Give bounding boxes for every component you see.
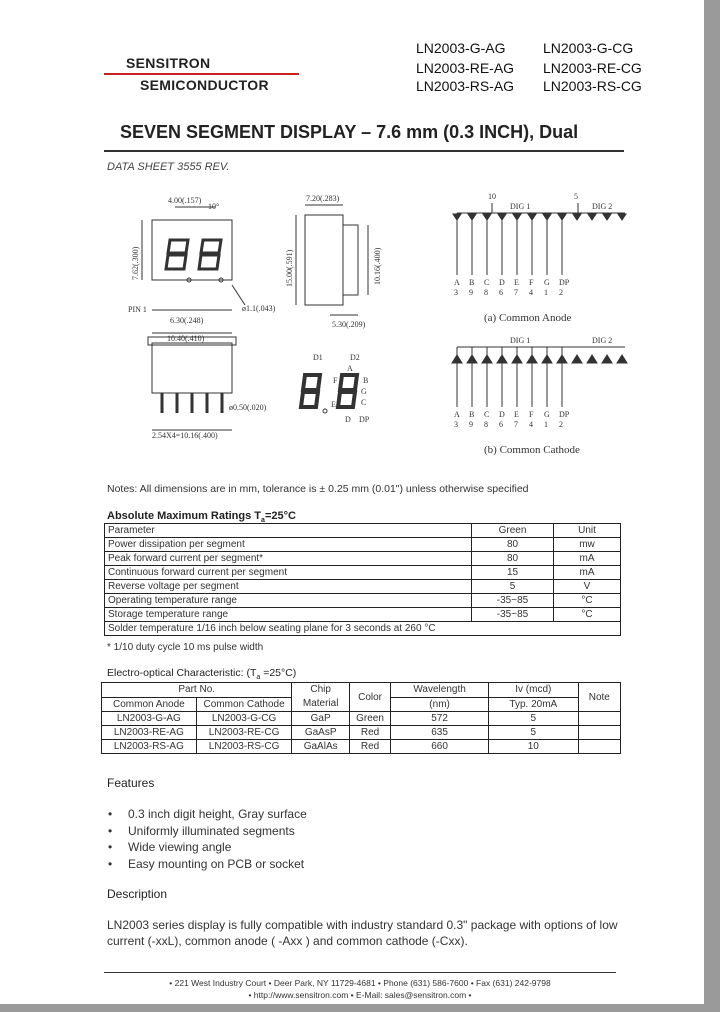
table-cell xyxy=(578,712,620,726)
pin-number: 2 xyxy=(559,288,563,297)
col-part-no: Part No. xyxy=(102,683,292,698)
table-cell: LN2003-RE-AG xyxy=(102,726,197,740)
pin-letter: G xyxy=(544,410,550,419)
list-item: • Wide viewing angle xyxy=(108,839,307,856)
part-number: LN2003-RE-AG xyxy=(416,60,515,76)
table-cell: V xyxy=(554,580,621,594)
dim-side-h2: 10.16(.400) xyxy=(373,247,382,285)
dim-pitch: 6.30(.248) xyxy=(170,316,204,325)
anode-pin-labels xyxy=(454,278,570,297)
seg-label-b: B xyxy=(363,376,369,385)
pin5-label: 5 xyxy=(574,192,578,201)
electro-heading-text: Electro-optical Characteristic: (T xyxy=(107,667,257,679)
pin-letter: A xyxy=(454,410,460,419)
table-cell: 80 xyxy=(472,538,554,552)
col-iv-condition: Typ. 20mA xyxy=(488,697,578,712)
dim-bottom-top: 10.40(.410) xyxy=(167,334,205,343)
col-unit: Unit xyxy=(554,524,621,538)
table-row xyxy=(105,608,621,622)
col-chip-line2: Material xyxy=(302,698,339,709)
list-item: • Easy mounting on PCB or socket xyxy=(108,856,307,873)
footnote: * 1/10 duty cycle 10 ms pulse width xyxy=(107,642,264,653)
table-cell xyxy=(578,726,620,740)
common-cathode-circuit xyxy=(452,347,627,407)
table-row xyxy=(102,740,621,754)
table-cell: LN2003-G-AG xyxy=(102,712,197,726)
dim-side-h: 15.00(.591) xyxy=(285,249,294,287)
col-green: Green xyxy=(472,524,554,538)
abs-max-heading-tail: =25°C xyxy=(264,510,296,522)
table-cell: Storage temperature range xyxy=(105,608,472,622)
pin-letter: E xyxy=(514,410,519,419)
dig1-label-c: DIG 1 xyxy=(510,336,531,345)
dim-pin: ø0.50(.020) xyxy=(229,403,267,412)
table-cell: 572 xyxy=(391,712,489,726)
table-cell: mw xyxy=(554,538,621,552)
footer-contact: • http://www.sensitron.com • E-Mail: sales@sensitron.com • xyxy=(248,990,472,1000)
description-heading: Description xyxy=(107,887,168,901)
pin-number: 6 xyxy=(499,288,503,297)
features-list xyxy=(108,806,307,872)
table-cell: GaAlAs xyxy=(292,740,349,754)
table-cell: -35~85 xyxy=(472,608,554,622)
part-number: LN2003-RE-CG xyxy=(543,60,642,76)
seg-label-f: F xyxy=(333,376,338,385)
segment-digit-2 xyxy=(338,375,357,407)
part-number: LN2003-G-CG xyxy=(543,40,634,56)
pin-number: 9 xyxy=(469,420,473,429)
side-view-body xyxy=(305,215,343,305)
table-cell: Peak forward current per segment* xyxy=(105,552,472,566)
title-divider xyxy=(104,150,624,152)
abs-max-heading-text: Absolute Maximum Ratings T xyxy=(107,510,262,522)
col-wavelength: Wavelength xyxy=(391,683,489,698)
pin-letter: B xyxy=(469,278,475,287)
cathode-pin-labels xyxy=(454,410,570,429)
pin-letter: C xyxy=(484,278,490,287)
pin-row xyxy=(162,393,222,413)
pin-letter: C xyxy=(484,410,490,419)
table-cell: Red xyxy=(349,726,390,740)
electro-table xyxy=(101,682,621,754)
digit-1-outline xyxy=(166,240,188,269)
seg-label-a: A xyxy=(347,364,353,373)
common-anode-circuit xyxy=(453,203,626,275)
col-common-anode: Common Anode xyxy=(102,697,197,712)
pin-number: 8 xyxy=(484,288,488,297)
pin-letter: D xyxy=(499,278,505,287)
features-heading: Features xyxy=(107,776,155,790)
brand-underline xyxy=(104,73,299,75)
table-row xyxy=(102,712,621,726)
part-number: LN2003-RS-AG xyxy=(416,78,515,94)
table-cell: 635 xyxy=(391,726,489,740)
col-iv: Iv (mcd) xyxy=(488,683,578,698)
pin-number: 4 xyxy=(529,420,533,429)
solder-note: Solder temperature 1/16 inch below seating plane for 3 seconds at 260 °C xyxy=(105,622,621,636)
table-cell: 5 xyxy=(488,726,578,740)
d1-label: D1 xyxy=(313,353,323,362)
bottom-view-body xyxy=(152,343,232,393)
dig2-label-c: DIG 2 xyxy=(592,336,613,345)
list-item: • 0.3 inch digit height, Gray surface xyxy=(108,806,307,823)
table-cell: 5 xyxy=(472,580,554,594)
table-cell: °C xyxy=(554,608,621,622)
col-color: Color xyxy=(349,683,390,712)
table-cell: -35~85 xyxy=(472,594,554,608)
seg-label-d: D xyxy=(345,415,351,424)
table-cell: LN2003-RS-CG xyxy=(196,740,292,754)
col-parameter: Parameter xyxy=(105,524,472,538)
col-note: Note xyxy=(578,683,620,712)
table-cell: mA xyxy=(554,566,621,580)
col-wavelength-unit: (nm) xyxy=(391,697,489,712)
pin-letter: A xyxy=(454,278,460,287)
table-cell: 15 xyxy=(472,566,554,580)
dim-bottom: 2.54X4=10.16(.400) xyxy=(152,431,218,440)
dig1-label-a: DIG 1 xyxy=(510,202,531,211)
table-cell: GaP xyxy=(292,712,349,726)
dp-dia-label: ø1.1(.043) xyxy=(242,304,276,313)
table-row xyxy=(105,622,621,636)
segment-digit-1 xyxy=(301,375,320,407)
pin-number: 1 xyxy=(544,420,548,429)
table-cell: Reverse voltage per segment xyxy=(105,580,472,594)
col-common-cathode: Common Cathode xyxy=(196,697,292,712)
cathode-caption: (b) Common Cathode xyxy=(484,444,580,456)
table-cell: 660 xyxy=(391,740,489,754)
digit-2-outline xyxy=(199,240,221,269)
footer-divider xyxy=(104,972,616,973)
table-header-row xyxy=(105,524,621,538)
dim-angle: 10° xyxy=(208,202,220,211)
seg-label-dp: DP xyxy=(359,415,370,424)
pin-number: 9 xyxy=(469,288,473,297)
brand-subtitle: SEMICONDUCTOR xyxy=(140,77,269,93)
electro-heading xyxy=(107,667,296,681)
dig2-label-a: DIG 2 xyxy=(592,202,613,211)
seg-label-c: C xyxy=(361,398,367,407)
list-item: • Uniformly illuminated segments xyxy=(108,823,307,840)
table-cell: °C xyxy=(554,594,621,608)
pin-letter: F xyxy=(529,278,534,287)
pin-number: 7 xyxy=(514,288,518,297)
pin-letter: D xyxy=(499,410,505,419)
table-cell: Green xyxy=(349,712,390,726)
pin-number: 3 xyxy=(454,420,458,429)
pin-number: 3 xyxy=(454,288,458,297)
abs-max-table xyxy=(104,523,621,636)
dimension-notes: Notes: All dimensions are in mm, tolerance is ± 0.25 mm (0.01") unless otherwise specified xyxy=(107,483,529,495)
dim-side-top: 7.20(.283) xyxy=(306,194,340,203)
table-row xyxy=(102,726,621,740)
table-cell: Operating temperature range xyxy=(105,594,472,608)
table-cell: 10 xyxy=(488,740,578,754)
table-row xyxy=(105,580,621,594)
datasheet-revision: DATA SHEET 3555 REV. xyxy=(107,161,230,173)
pin-number: 2 xyxy=(559,420,563,429)
table-cell: GaAsP xyxy=(292,726,349,740)
dim-top: 4.00(.157) xyxy=(168,196,202,205)
table-cell: 5 xyxy=(488,712,578,726)
table-row xyxy=(105,566,621,580)
pin-number: 8 xyxy=(484,420,488,429)
table-row xyxy=(105,594,621,608)
pin10-label: 10 xyxy=(488,192,496,201)
part-number: LN2003-G-AG xyxy=(416,40,506,56)
table-cell: Power dissipation per segment xyxy=(105,538,472,552)
electro-heading-tail: =25°C) xyxy=(260,667,297,679)
anode-caption: (a) Common Anode xyxy=(484,312,572,324)
footer-address: • 221 West Industry Court • Deer Park, NY 11729-4681 • Phone (631) 586-7600 • Fax (631) 242-9798 xyxy=(169,978,551,988)
pin-number: 1 xyxy=(544,288,548,297)
mechanical-drawing xyxy=(100,185,630,465)
pin-letter: B xyxy=(469,410,475,419)
page-title: SEVEN SEGMENT DISPLAY – 7.6 mm (0.3 INCH), Dual xyxy=(120,122,579,142)
pin-letter: DP xyxy=(559,278,570,287)
dim-side-bottom: 5.30(.209) xyxy=(332,320,366,329)
table-cell: Red xyxy=(349,740,390,754)
table-cell: 80 xyxy=(472,552,554,566)
pin-letter: E xyxy=(514,278,519,287)
table-cell: mA xyxy=(554,552,621,566)
seg-label-g: G xyxy=(361,387,367,396)
table-cell xyxy=(578,740,620,754)
pin-number: 4 xyxy=(529,288,533,297)
electro-heading-sub: a xyxy=(256,674,261,682)
table-cell: Continuous forward current per segment xyxy=(105,566,472,580)
abs-max-heading-sub: a xyxy=(261,517,265,525)
pin-letter: F xyxy=(529,410,534,419)
table-cell: LN2003-RS-AG xyxy=(102,740,197,754)
seg-label-e: E xyxy=(331,400,336,409)
part-number: LN2003-RS-CG xyxy=(543,78,642,94)
table-row xyxy=(105,552,621,566)
dim-height: 7.62(.300) xyxy=(131,246,140,280)
description-text: LN2003 series display is fully compatible with industry standard 0.3" package with options of low current (-xxL), common anode ( -Axx ) and common cathode (-Cxx). xyxy=(107,918,618,948)
pin-letter: G xyxy=(544,278,550,287)
pin-number: 7 xyxy=(514,420,518,429)
table-cell: LN2003-RE-CG xyxy=(196,726,292,740)
table-header-row xyxy=(102,683,621,698)
d2-label: D2 xyxy=(350,353,360,362)
pin-number: 6 xyxy=(499,420,503,429)
col-chip xyxy=(292,683,349,712)
pin1-label: PIN 1 xyxy=(128,305,147,314)
brand-name: SENSITRON xyxy=(126,55,211,71)
pin-letter: DP xyxy=(559,410,570,419)
table-cell: LN2003-G-CG xyxy=(196,712,292,726)
table-row xyxy=(105,538,621,552)
col-chip-line1: Chip xyxy=(310,684,331,695)
